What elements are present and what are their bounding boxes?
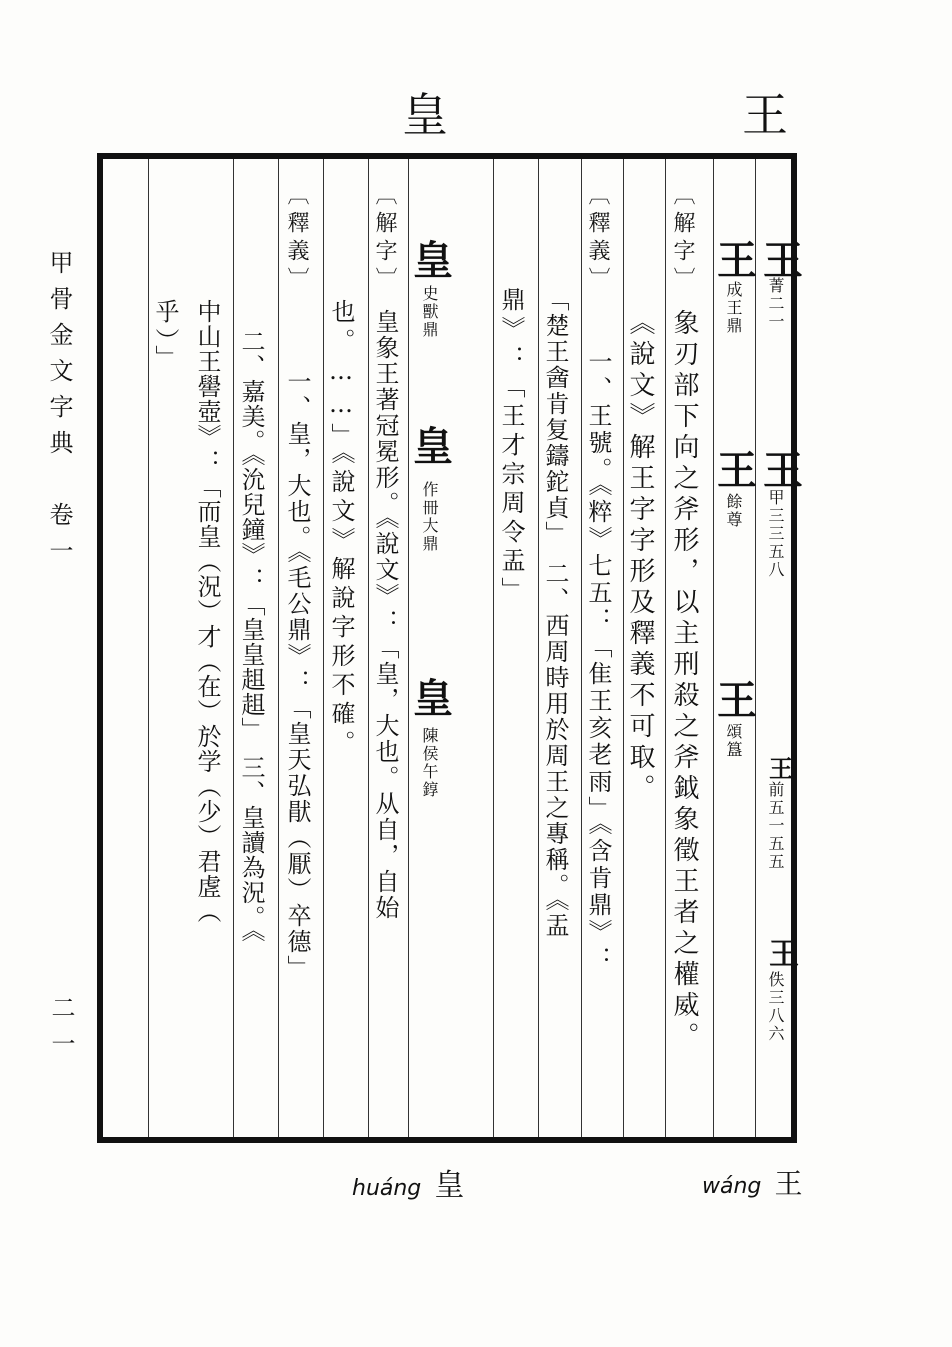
- huang-jiezi-label: 〔解字〕: [372, 183, 397, 295]
- huang-footer-char: 皇: [434, 1168, 465, 1203]
- huang-shiyi-text-1: 一、皇，大也。《毛公鼎》：「皇天弘猒（厭）卒德」: [283, 369, 311, 981]
- wang-bronze-source-1: 成王鼎: [724, 281, 743, 335]
- glyph: 王: [763, 237, 803, 284]
- wang-jiezi-text-1: 象刃部下向之斧形，以主刑殺之斧鉞象徵王者之權威。: [669, 309, 699, 1053]
- wang-bronze-source-2: 餘尊: [724, 493, 743, 529]
- huang-bronze-form-3: [413, 667, 453, 724]
- wang-shiyi-text-3: 鼎》：「王才宗周令盂」: [497, 287, 525, 606]
- wang-shiyi-label: 〔釋義〕: [585, 183, 610, 295]
- column-rule: [665, 159, 666, 1137]
- header-wang-char: 王: [742, 88, 788, 142]
- wang-oracle-source-1: 菁二一: [766, 277, 785, 331]
- glyph: 皇: [413, 237, 453, 284]
- footer-wang: [702, 1162, 803, 1202]
- glyph: 王: [717, 237, 757, 284]
- column-rule: [755, 159, 756, 1137]
- header-huang-char: 皇: [402, 88, 448, 142]
- footer-huang: [352, 1160, 464, 1204]
- wang-footer-char: 王: [774, 1167, 803, 1200]
- wang-pinyin: wáng: [702, 1174, 762, 1199]
- huang-shiyi-text-3: 中山王嚳壺》：「而皇（況）才（在）於学（少）君虗（: [193, 299, 221, 924]
- huang-bronze-form-1: [413, 229, 453, 286]
- column-rule: [408, 159, 409, 1137]
- huang-bronze-source-3: 陳侯午錞: [420, 727, 439, 799]
- wang-jiezi-label: 〔解字〕: [670, 183, 695, 295]
- huang-shiyi-text-2: 二、嘉美。《沇兒鐘》：「皇皇趄趄」 三、皇讀為況。《: [237, 329, 265, 943]
- huang-jiezi-text-2: 也。……」《說文》解說字形不確。: [327, 299, 355, 759]
- huang-pinyin: huáng: [352, 1176, 422, 1201]
- column-rule: [623, 159, 624, 1137]
- wang-shiyi-text-2: 「楚王酓肯复鑄鉈貞」 二、西周時用於周王之專稱。《盂: [541, 287, 569, 939]
- column-rule: [713, 159, 714, 1137]
- wang-oracle-form-2: [763, 439, 803, 496]
- wang-oracle-form-3: [769, 749, 793, 784]
- column-rule: [493, 159, 494, 1137]
- wang-bronze-form-3: [717, 669, 757, 726]
- column-rule: [581, 159, 582, 1137]
- glyph: 王: [717, 447, 757, 494]
- huang-bronze-form-2: [413, 415, 453, 472]
- page-number: 二一: [47, 995, 75, 1067]
- column-rule: [233, 159, 234, 1137]
- glyph: 王: [763, 447, 803, 494]
- huang-shiyi-label: 〔釋義〕: [284, 183, 309, 295]
- wang-bronze-source-3: 頌簋: [724, 723, 743, 759]
- wang-oracle-source-3: 前五一五五: [766, 781, 785, 871]
- wang-jiezi-text-2: 《說文》解王字字形及釋義不可取。: [625, 309, 655, 805]
- column-rule: [278, 159, 279, 1137]
- glyph: 皇: [413, 423, 453, 470]
- huang-shiyi-text-4: 乎）」: [151, 299, 179, 374]
- huang-bronze-source-1: 史獸鼎: [420, 285, 439, 339]
- wang-bronze-form-2: [717, 439, 757, 496]
- wang-oracle-source-2: 甲三三五八: [766, 489, 785, 579]
- glyph: 王: [769, 937, 799, 972]
- glyph: 王: [717, 677, 757, 724]
- glyph: 皇: [413, 675, 453, 722]
- book-title: 甲骨金文字典 卷一: [45, 250, 73, 574]
- column-rule: [323, 159, 324, 1137]
- glyph: 王: [769, 754, 793, 783]
- wang-bronze-form-1: [717, 229, 757, 286]
- column-rule: [368, 159, 369, 1137]
- wang-shiyi-text-1: 一、王號。《粹》七五：「隹王亥老雨」《含肯鼎》：: [584, 349, 612, 973]
- huang-bronze-source-2: 作冊大鼎: [420, 481, 439, 553]
- column-rule: [148, 159, 149, 1137]
- huang-jiezi-text-1: 皇象王著冠冕形。《說文》：「皇，大也。从自，自始: [371, 309, 399, 921]
- column-rule: [538, 159, 539, 1137]
- wang-oracle-form-4: [769, 929, 799, 973]
- entry-frame: [97, 153, 803, 1143]
- wang-oracle-source-4: 佚三八六: [766, 971, 785, 1043]
